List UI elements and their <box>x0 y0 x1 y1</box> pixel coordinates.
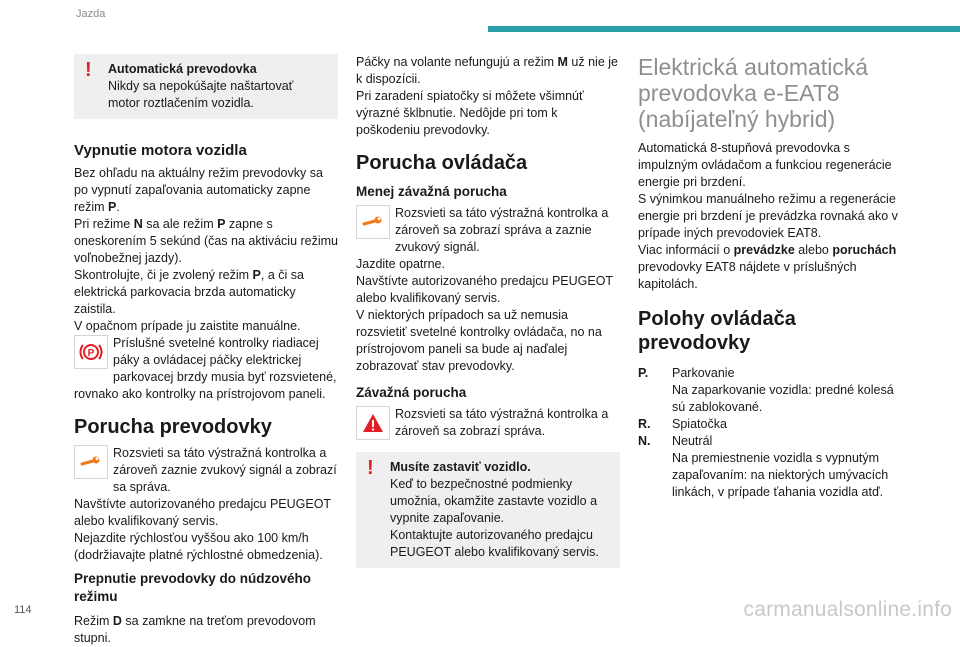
warning-note <box>356 452 620 568</box>
note-title: Musíte zastaviť vozidlo. <box>390 460 531 474</box>
paragraph: Režim D sa zamkne na treťom prevodovom stupni. <box>74 614 316 645</box>
position-item: P. Parkovanie Na zaparkovanie vozidla: predné kolesá sú zablokované. <box>638 366 894 414</box>
running-header: Jazda <box>76 8 106 20</box>
wrench-icon <box>356 205 390 239</box>
section-title: Elektrická automatická prevodovka e-EAT8 (nabíjateľný hybrid) <box>638 54 869 132</box>
warning-note <box>74 54 338 119</box>
heading-gearbox-fault: Porucha prevodovky <box>74 416 272 438</box>
paragraph: Navštívte autorizovaného predajcu PEUGEOT alebo kvalifikovaný servis. <box>356 274 613 305</box>
heading-major-fault: Závažná porucha <box>356 385 467 400</box>
paragraph: Bez ohľadu na aktuálny režim prevodovky sa po vypnutí zapaľovania automaticky zapne režim P. <box>74 166 323 214</box>
note-text: Keď to bezpečnostné podmienky umožnia, okamžite zastavte vozidlo a vypnite zapaľovanie. <box>390 477 598 525</box>
paragraph: Viac informácií o prevádzke alebo poruchách prevodovky EAT8 nájdete v príslušných kapitolách. <box>638 243 897 291</box>
wrench-icon <box>74 445 108 479</box>
parking-lamp-block <box>74 335 338 403</box>
paragraph: Nejazdite rýchlosťou vyššou ako 100 km/h (dodržiavajte platné rýchlostné obmedzenia). <box>74 531 323 562</box>
minor-fault-block <box>356 205 620 256</box>
heading-engine-off: Vypnutie motora vozidla <box>74 142 247 159</box>
paragraph: V opačnom prípade ju zaistite manuálne. <box>74 319 301 333</box>
exclamation-icon: ! <box>367 457 374 479</box>
paragraph: Pri zaradení spiatočky si môžete všimnúť výrazné šklbnutie. Nedôjde pri tom k poškodeniu prevodovky. <box>356 89 584 137</box>
paragraph: Rozsvieti sa táto výstražná kontrolka a zároveň zaznie zvukový signál a zobrazí sa správa. <box>113 446 337 494</box>
paragraph: Rozsvieti sa táto výstražná kontrolka a zároveň sa zobrazí správa a zaznie zvukový signál. <box>395 206 609 254</box>
exclamation-icon: ! <box>85 59 92 81</box>
heading-minor-fault: Menej závažná porucha <box>356 184 507 199</box>
gearbox-fault-block <box>74 445 338 496</box>
paragraph: Pri režime N sa ale režim P zapne s oneskorením 5 sekúnd (čas na aktiváciu režimu voľnobežnej jazdy). <box>74 217 339 265</box>
note-title: Automatická prevodovka <box>108 62 257 76</box>
column-2 <box>356 54 620 568</box>
position-item: R. Spiatočka <box>638 417 727 431</box>
column-3 <box>638 54 906 501</box>
paragraph: Páčky na volante nefungujú a režim M už nie je k dispozícii. <box>356 55 618 86</box>
paragraph: Jazdite opatrne. <box>356 257 445 271</box>
column-1 <box>74 54 338 647</box>
paragraph: Automatická 8-stupňová prevodovka s impulzným ovládačom a funkciou regenerácie energie pri brzdení. <box>638 141 892 189</box>
paragraph: Rozsvieti sa táto výstražná kontrolka a zároveň sa zobrazí správa. <box>395 407 609 438</box>
heading-positions: Polohy ovládača prevodovky <box>638 308 796 354</box>
watermark: carmanualsonline.info <box>743 598 952 621</box>
paragraph: Príslušné svetelné kontrolky riadiacej páky a ovládacej páčky elektrickej parkovacej brzdy musia byť rozsvietené, rovnako ako kontrolky na prístrojovom paneli. <box>74 336 337 401</box>
paragraph: V niektorých prípadoch sa už nemusia rozsvietiť svetelné kontrolky ovládača, no na prístrojovom paneli sa bude aj naďalej zobrazovať stav prevodovky. <box>356 308 602 373</box>
paragraph: Skontrolujte, či je zvolený režim P, a či sa elektrická parkovacia brzda automaticky zaistila. <box>74 268 304 316</box>
paragraph: S výnimkou manuálneho režimu a regenerácie energie pri brzdení je prevádzka rovnaká ako v prípade iných prevodoviek EAT8. <box>638 192 898 240</box>
paragraph: Navštívte autorizovaného predajcu PEUGEOT alebo kvalifikovaný servis. <box>74 497 331 528</box>
note-text: Nikdy sa nepokúšajte naštartovať motor roztlačením vozidla. <box>108 79 294 110</box>
heading-limp-mode: Prepnutie prevodovky do núdzového režimu <box>74 571 312 604</box>
position-item: N. Neutrál Na premiestnenie vozidla s vypnutým zapaľovaním: na niektorých umývacích linkách, v prípade ťahania vozidla atď. <box>638 434 889 499</box>
heading-control-fault: Porucha ovládača <box>356 152 528 174</box>
note-text: Kontaktujte autorizovaného predajcu PEUGEOT alebo kvalifikovaný servis. <box>390 528 599 559</box>
svg-text:P: P <box>87 348 95 359</box>
major-fault-block <box>356 406 620 440</box>
page-number: 114 <box>14 604 32 616</box>
header-accent-bar <box>488 26 960 32</box>
parking-brake-icon <box>74 335 108 369</box>
warning-triangle-icon <box>356 406 390 440</box>
